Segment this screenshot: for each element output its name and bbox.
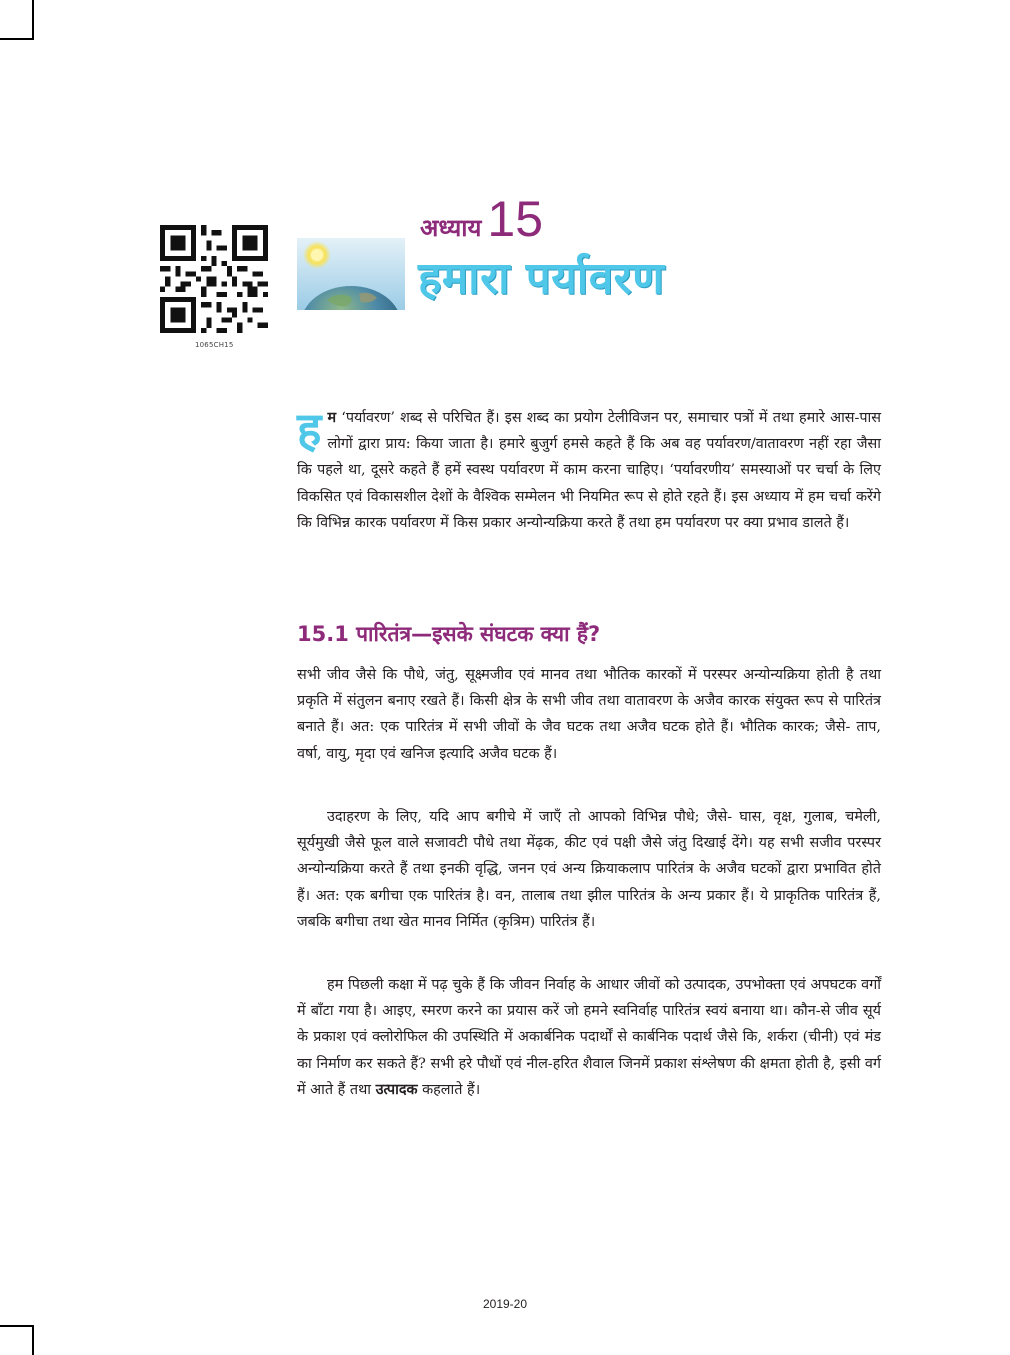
- producer-term: उत्पादक: [375, 1080, 418, 1098]
- chapter-word: अध्याय: [420, 214, 482, 242]
- section-paragraph-1: सभी जीव जैसे कि पौधे, जंतु, सूक्ष्मजीव एवं मानव तथा भौतिक कारकों में परस्पर अन्योन्यक्रिया होती है तथा प्रकृति में संतुलन बनाए रखते हैं। किसी क्षेत्र के सभी जीव तथा वातावरण के अजैव कारक संयुक्त रूप से पारितंत्र बनाते हैं। अत: एक पारितंत्र में सभी जीवों के जैव घटक तथा अजैव घटक होते हैं। भौतिक कारक; जैसे- ताप, वर्षा, वायु, मृदा एवं खनिज इत्यादि अजैव घटक हैं।: [297, 667, 881, 762]
- section-heading: 15.1 पारितंत्र—इसके संघटक क्या हैं?: [297, 622, 601, 646]
- intro-lead: म: [327, 409, 337, 426]
- paragraph-3-text: हम पिछली कक्षा में पढ़ चुके हैं कि जीवन निर्वाह के आधार जीवों को उत्पादक, उपभोक्ता एवं अपघटक वर्गों में बाँटा गया है। आइए, स्मरण करने का प्रयास करें जो हमने स्वनिर्वाह पारितंत्र स्वयं बनाया था। कौन-से जीव सूर्य के प्रकाश एवं क्लोरोफिल की उपस्थिति में अकार्बनिक पदार्थों से कार्बनिक पदार्थ जैसे कि, शर्करा (चीनी) एवं मंड का निर्माण कर सकते हैं? सभी हरे पौधों एवं नील-हरित शैवाल जिनमें प्रकाश संश्लेषण की क्षमता होती है, इसी वर्ग में आते हैं तथा: [297, 977, 881, 1098]
- crop-mark-bottom-left-vertical: [32, 1325, 34, 1355]
- crop-mark-bottom-left-horizontal: [0, 1325, 34, 1327]
- crop-mark-top-left-vertical: [32, 0, 34, 40]
- section-paragraph-2: उदाहरण के लिए, यदि आप बगीचे में जाएँ तो आपको विभिन्न पौधे; जैसे- घास, वृक्ष, गुलाब, चमेली, सूर्यमुखी जैसे फूल वाले सजावटी पौधे तथा मेंढ़क, कीट एवं पक्षी जैसे जंतु दिखाई देंगे। यह सभी सजीव परस्पर अन्योन्यक्रिया करते हैं तथा इनकी वृद्धि, जनन एवं अन्य क्रियाकलाप पारितंत्र के अजैव घटकों द्वारा प्रभावित होते हैं। अत: एक बगीचा एक पारितंत्र है। वन, तालाब तथा झील पारितंत्र के अन्य प्रकार हैं। ये प्राकृतिक पारितंत्र हैं, जबकि बगीचा तथा खेत मानव निर्मित (कृत्रिम) पारितंत्र हैं।: [297, 809, 881, 930]
- crop-mark-top-left-horizontal: [0, 38, 34, 40]
- intro-paragraph: [297, 402, 881, 536]
- qr-code-icon: [160, 225, 268, 333]
- chapter-title: हमारा पर्यावरण: [418, 253, 665, 304]
- chapter-number: 15: [487, 191, 544, 247]
- paragraph-3-end: कहलाते हैं।: [417, 1081, 481, 1098]
- chapter-label: [420, 190, 543, 248]
- earth-sun-image: [297, 238, 405, 310]
- footer-year: 2019-20: [482, 1297, 528, 1311]
- qr-code-label: 1065CH15: [195, 341, 234, 349]
- intro-text: ‘पर्यावरण’ शब्द से परिचित हैं। इस शब्द का प्रयोग टेलीविजन पर, समाचार पत्रों में तथा हमारे आस-पास लोगों द्वारा प्राय: किया जाता है। हमारे बुजुर्ग हमसे कहते हैं कि अब वह पर्यावरण/वातावरण नहीं रहा जैसा कि पहले था, दूसरे कहते हैं हमें स्वस्थ पर्यावरण में काम करना चाहिए। ‘पर्यावरणीय’ समस्याओं पर चर्चा के लिए विकसित एवं विकासशील देशों के वैश्विक सम्मेलन भी नियमित रूप से होते रहते हैं। इस अध्याय में हम चर्चा करेंगे कि विभिन्न कारक पर्यावरण में किस प्रकार अन्योन्यक्रिया करते हैं तथा हम पर्यावरण पर क्या प्रभाव डालते हैं।: [297, 410, 881, 531]
- drop-cap: ह: [297, 402, 322, 456]
- section-paragraph-3: [297, 972, 881, 1103]
